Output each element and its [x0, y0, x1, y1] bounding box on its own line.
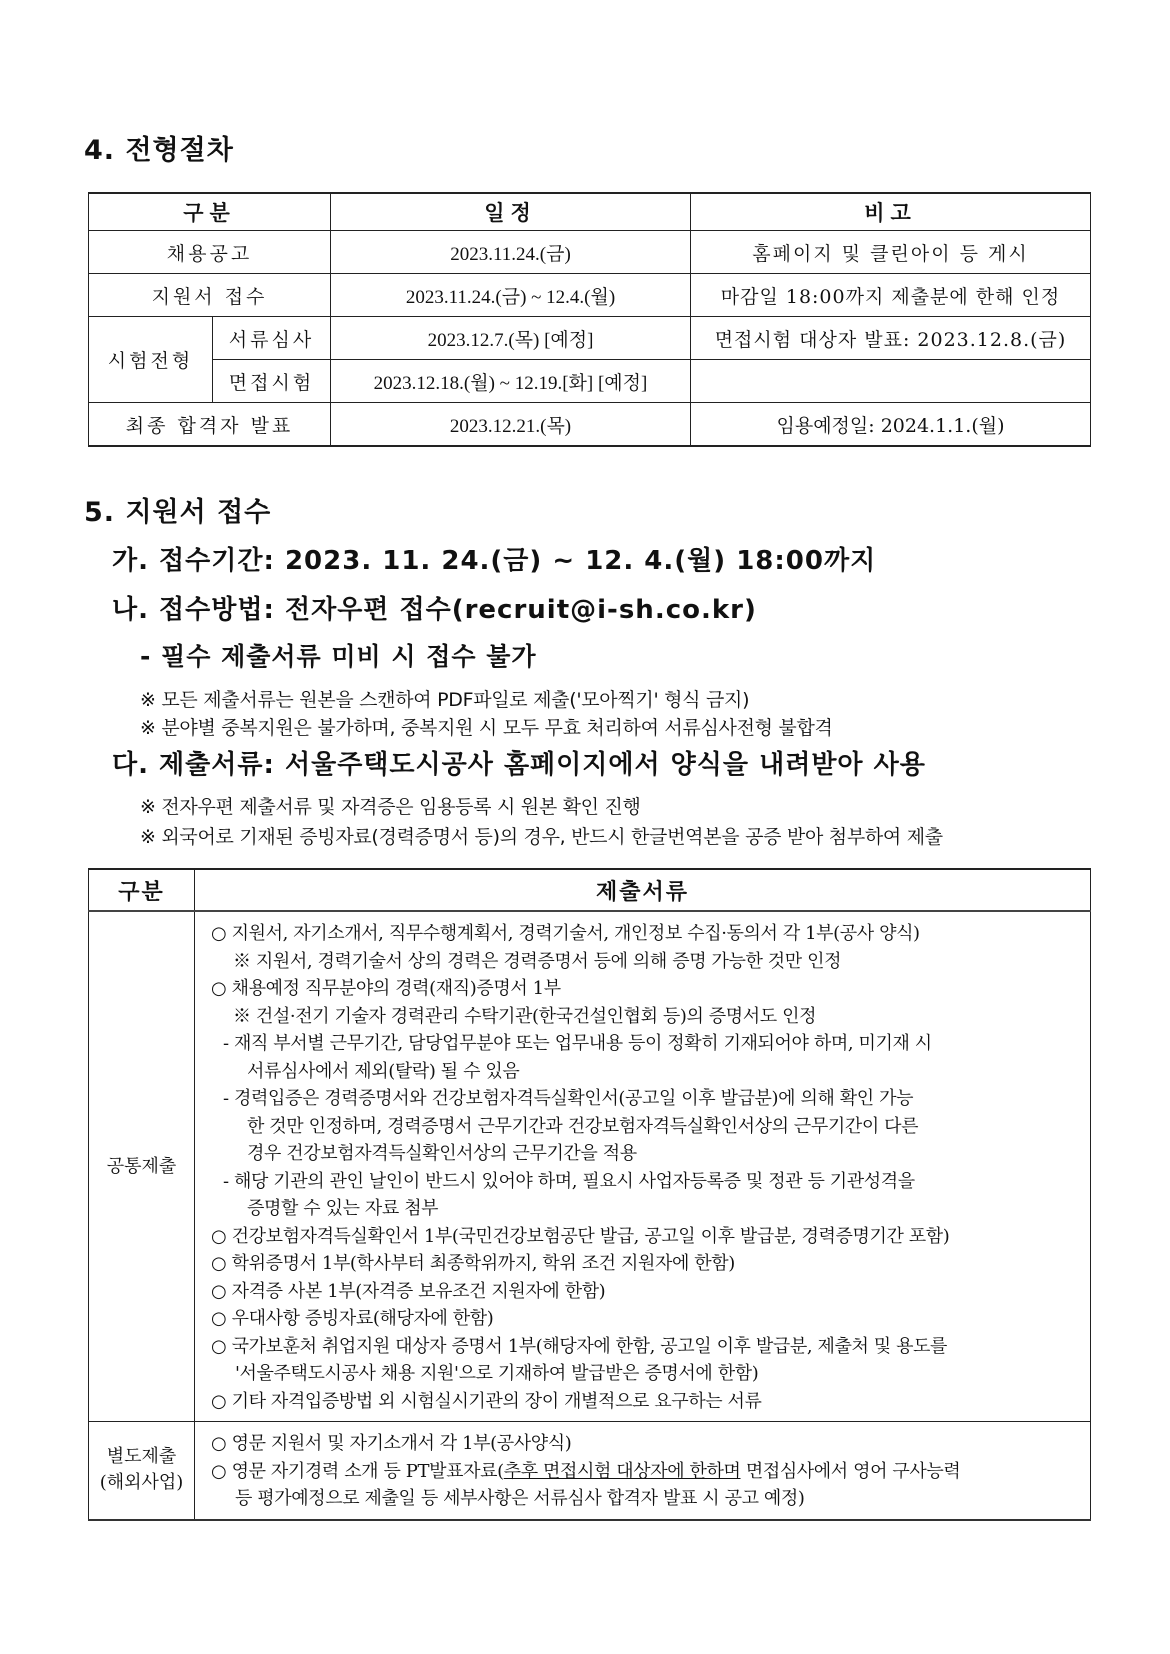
category-separate [89, 1422, 195, 1520]
row-schedule: 2023.12.18.(월) ~ 12.19.[화] [예정] [331, 360, 691, 403]
header-category: 구분 [89, 869, 195, 911]
list-item: 등 평가예정으로 제출일 등 세부사항은 서류심사 합격자 발표 시 공고 예정) [235, 1488, 805, 1509]
list-item [211, 1458, 1082, 1486]
list-item: - 해당 기관의 관인 날인이 반드시 있어야 하며, 필요시 사업자등록증 및 정관 등 기관성격을 [223, 1170, 915, 1192]
item-text: ○ 영문 자기경력 소개 등 PT발표자료( [211, 1460, 504, 1482]
required-documents-note: - 필수 제출서류 미비 시 접수 불가 [140, 642, 537, 671]
selection-procedure-table [88, 192, 1091, 447]
list-item: - 경력입증은 경력증명서와 건강보험자격득실확인서(공고일 이후 발급분)에 의해 확인 가능 [223, 1088, 914, 1109]
application-method: 나. 접수방법: 전자우편 접수(recruit@i-sh.co.kr) [112, 595, 757, 625]
section-5-title: 5. 지원서 접수 [84, 497, 272, 528]
list-item: ○ 기타 자격입증방법 외 시험실시기관의 장이 개별적으로 요구하는 서류 [211, 1390, 762, 1412]
list-item: ※ 건설·전기 기술자 경력관리 수탁기관(한국건설인협회 등)의 증명서도 인정 [233, 1005, 817, 1027]
list-item: ○ 영문 지원서 및 자기소개서 각 1부(공사양식) [211, 1433, 572, 1454]
remark-original-check: ※ 전자우편 제출서류 및 자격증은 임용등록 시 원본 확인 진행 [140, 796, 641, 818]
row-category: 채용공고 [89, 231, 331, 274]
table-header-row [89, 193, 1091, 231]
item-text: 면접심사에서 영어 구사능력 [740, 1460, 961, 1482]
table-row [89, 274, 1091, 317]
list-item: ○ 국가보훈처 취업지원 대상자 증명서 1부(해당자에 한함, 공고일 이후 발급분, 제출처 및 용도를 [211, 1335, 948, 1357]
row-category: 시험전형 [89, 317, 213, 403]
common-documents-list [195, 911, 1091, 1422]
row-note: 면접시험 대상자 발표: 2023.12.8.(금) [691, 317, 1091, 360]
row-note: 홈페이지 및 클린아이 등 게시 [691, 231, 1091, 274]
table-row [89, 403, 1091, 447]
list-item: ○ 지원서, 자기소개서, 직무수행계획서, 경력기술서, 개인정보 수집·동의서 각 1부(공사 양식) [211, 923, 920, 944]
header-documents: 제출서류 [195, 869, 1091, 911]
row-note: 마감일 18:00까지 제출분에 한해 인정 [691, 274, 1091, 317]
list-item: ※ 지원서, 경력기술서 상의 경력은 경력증명서 등에 의해 증명 가능한 것만 인정 [233, 950, 842, 972]
list-item: 서류심사에서 제외(탈락) 될 수 있음 [247, 1060, 520, 1082]
application-period: 가. 접수기간: 2023. 11. 24.(금) ~ 12. 4.(월) 18:00까지 [112, 546, 877, 576]
list-item: - 재직 부서별 근무기간, 담당업무분야 또는 업무내용 등이 정확히 기재되어야 하며, 미기재 시 [223, 1033, 932, 1054]
row-schedule: 2023.12.7.(목) [예정] [331, 317, 691, 360]
remark-translation: ※ 외국어로 기재된 증빙자료(경력증명서 등)의 경우, 반드시 한글번역본을 공증 받아 첨부하여 제출 [140, 826, 943, 848]
table-row-common [89, 911, 1091, 1422]
header-schedule: 일정 [331, 193, 691, 231]
table-row-separate [89, 1422, 1091, 1520]
row-note [691, 360, 1091, 403]
list-item: ○ 우대사항 증빙자료(해당자에 한함) [211, 1308, 494, 1329]
underlined-text: 추후 면접시험 대상자에 한하며 [503, 1460, 741, 1482]
list-item: ○ 채용예정 직무분야의 경력(재직)증명서 1부 [211, 978, 561, 999]
list-item: '서울주택도시공사 채용 지원'으로 기재하여 발급받은 증명서에 한함) [235, 1363, 759, 1384]
list-item: 증명할 수 있는 자료 첨부 [247, 1198, 439, 1219]
row-subcategory: 서류심사 [213, 317, 331, 360]
header-note: 비고 [691, 193, 1091, 231]
category-common: 공통제출 [89, 911, 195, 1422]
table-header-row [89, 869, 1091, 911]
row-category: 지원서 접수 [89, 274, 331, 317]
submission-documents-table [88, 868, 1091, 1521]
row-category: 최종 합격자 발표 [89, 403, 331, 447]
section-4-title: 4. 전형절차 [84, 135, 234, 166]
row-note: 임용예정일: 2024.1.1.(월) [691, 403, 1091, 447]
row-schedule: 2023.11.24.(금) ~ 12.4.(월) [331, 274, 691, 317]
table-row [89, 317, 1091, 360]
table-row [89, 231, 1091, 274]
list-item: ○ 건강보험자격득실확인서 1부(국민건강보험공단 발급, 공고일 이후 발급분, 경력증명기간 포함) [211, 1225, 950, 1247]
list-item: ○ 자격증 사본 1부(자격증 보유조건 지원자에 한함) [211, 1280, 606, 1302]
separate-documents-list [195, 1422, 1091, 1520]
row-schedule: 2023.11.24.(금) [331, 231, 691, 274]
category-separate-line1: 별도제출 [106, 1446, 177, 1468]
submission-documents: 다. 제출서류: 서울주택도시공사 홈페이지에서 양식을 내려받아 사용 [112, 750, 926, 780]
header-category: 구분 [89, 193, 331, 231]
category-separate-line2: (해외사업) [99, 1472, 184, 1494]
row-schedule: 2023.12.21.(목) [331, 403, 691, 447]
list-item: 경우 건강보험자격득실확인서상의 근무기간을 적용 [247, 1143, 637, 1164]
remark-duplicate: ※ 분야별 중복지원은 불가하며, 중복지원 시 모두 무효 처리하여 서류심사전형 불합격 [140, 717, 833, 739]
table-row [89, 360, 1091, 403]
remark-pdf: ※ 모든 제출서류는 원본을 스캔하여 PDF파일로 제출('모아찍기' 형식 금지) [140, 689, 750, 711]
list-item: 한 것만 인정하며, 경력증명서 근무기간과 건강보험자격득실확인서상의 근무기간이 다른 [247, 1115, 919, 1137]
row-subcategory: 면접시험 [213, 360, 331, 403]
list-item: ○ 학위증명서 1부(학사부터 최종학위까지, 학위 조건 지원자에 한함) [211, 1253, 735, 1274]
